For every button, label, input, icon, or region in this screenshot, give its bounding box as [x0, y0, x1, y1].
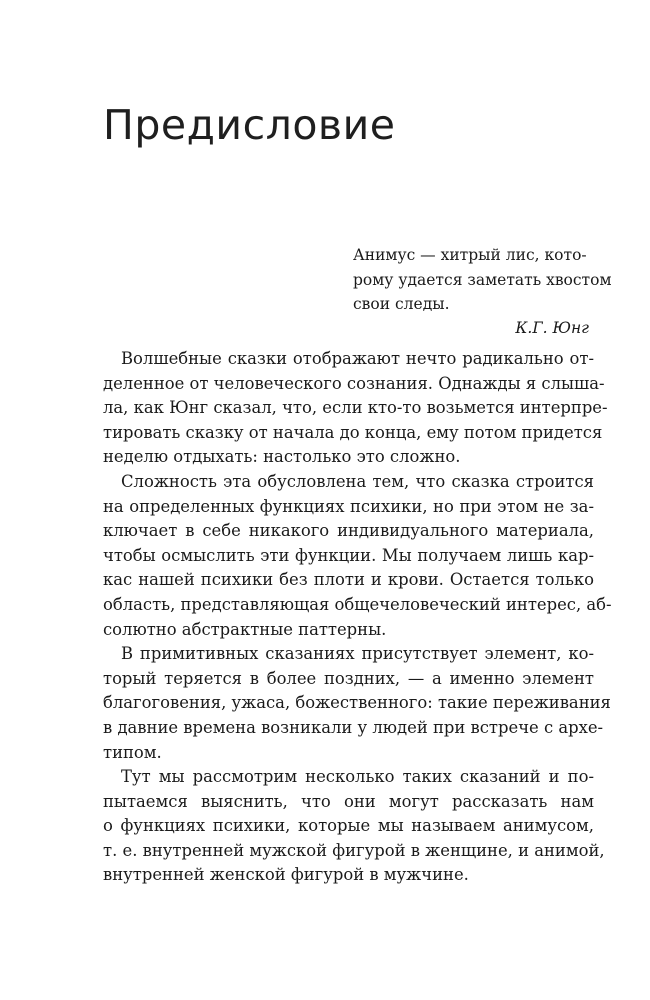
- text-line: Тут мы рассмотрим несколько таких сказаний и по-: [121, 767, 594, 787]
- paragraph: [103, 765, 605, 888]
- text-line: Сложность эта обусловлена тем, что сказка строится: [121, 471, 594, 491]
- paragraph: [103, 470, 612, 642]
- text-line: внутренней женской фигурой в мужчине.: [103, 865, 469, 885]
- text-line: ключает в себе никакого индивидуального материала,: [103, 521, 594, 541]
- epigraph-line: свои следы.: [353, 295, 450, 313]
- text-line: чтобы осмыслить эти функции. Мы получаем лишь кар-: [103, 545, 594, 565]
- text-line: ла, как Юнг сказал, что, если кто-то возьмется интерпре-: [103, 398, 608, 418]
- text-line: типом.: [103, 742, 162, 762]
- text-line: т. е. внутренней мужской фигурой в женщине, и анимой,: [103, 840, 605, 860]
- epigraph: [353, 243, 612, 340]
- text-line: на определенных функциях психики, но при этом не за-: [103, 496, 594, 516]
- paragraph: [103, 347, 608, 470]
- text-line: Волшебные сказки отображают нечто радикально от-: [121, 349, 594, 368]
- page-title: Предисловие: [103, 101, 396, 149]
- text-line: в давние времена возникали у людей при встрече с архе-: [103, 717, 604, 737]
- epigraph-line: Анимус — хитрый лис, кото-: [353, 246, 587, 264]
- text-line: тировать сказку от начала до конца, ему потом придется: [103, 422, 603, 442]
- text-line: неделю отдыхать: настолько это сложно.: [103, 447, 461, 467]
- epigraph-line: рому удается заметать хвостом: [353, 270, 612, 289]
- epigraph-author: К.Г. Юнг: [515, 318, 589, 337]
- text-line: благоговения, ужаса, божественного: такие переживания: [103, 693, 611, 713]
- text-line: пытаемся выяснить, что они могут рассказать нам: [103, 791, 594, 811]
- text-line: солютно абстрактные паттерны.: [103, 619, 387, 639]
- text-line: деленное от человеческого сознания. Однажды я слыша-: [103, 373, 605, 393]
- body-text: [103, 347, 612, 888]
- text-line: кас нашей психики без плоти и крови. Остается только: [103, 570, 594, 590]
- paragraph: [103, 642, 611, 765]
- text-line: область, представляющая общечеловеческий интерес, аб-: [103, 594, 612, 614]
- text-line: о функциях психики, которые мы называем анимусом,: [103, 816, 594, 836]
- text-line: В примитивных сказаниях присутствует элемент, ко-: [121, 644, 594, 664]
- text-line: торый теряется в более поздних, — а именно элемент: [103, 668, 594, 688]
